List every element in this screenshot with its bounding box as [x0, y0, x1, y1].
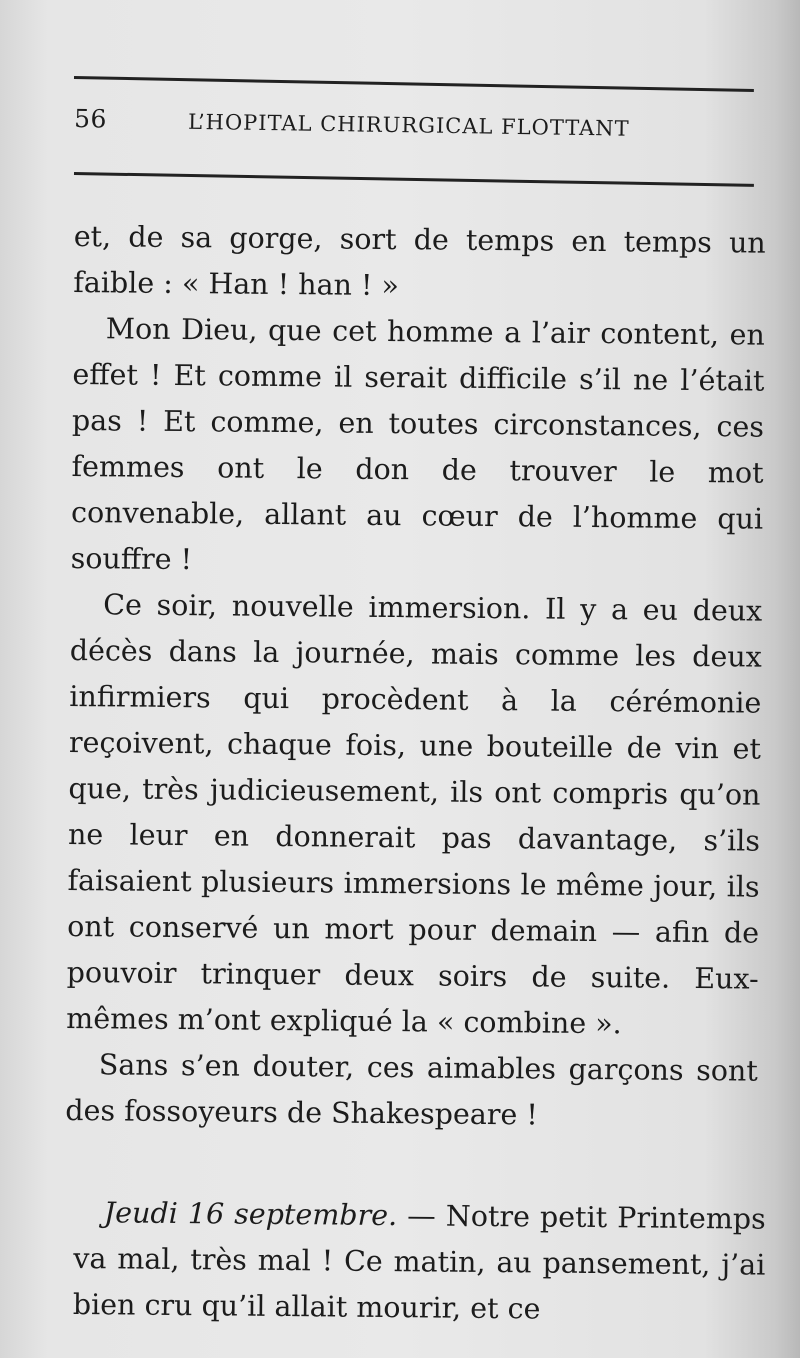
paragraph: et, de sa gorge, sort de temps en temps un faible : « Han ! han ! »	[73, 219, 766, 303]
header-rule-top	[74, 76, 754, 92]
running-title: L’HOPITAL CHIRURGICAL FLOTTANT	[187, 109, 630, 141]
paragraph: Ce soir, nouvelle immersion. Il y a eu deux décès dans la journée, mais comme les deux infirmiers qui procèdent à la cérémonie reçoivent, chaque fois, une bouteille de vin et que, très judicieusement, ils ont compris qu’on ne leur en donnerait pas davantage, s’ils faisaient plusieurs immersions le même jour, ils ont conservé un mort pour demain — afin de pouvoir trinquer deux soirs de suite. Eux-mêmes m’ont expliqué la « combine ».	[66, 588, 763, 1041]
entry-date: Jeudi 16 septembre.	[103, 1196, 398, 1233]
paragraph: Sans s’en douter, ces aimables garçons sont des fossoyeurs de Shakespeare !	[65, 1048, 758, 1132]
header-rule-bottom	[74, 172, 754, 187]
entry-text: — Notre petit Printemps va mal, très mal ! Ce matin, au pansement, j’ai bien cru qu’il allait mourir, et ce	[72, 1199, 766, 1326]
body-text	[65, 214, 766, 1141]
page-header	[74, 104, 695, 154]
paragraph: Mon Dieu, que cet homme a l’air content, en effet ! Et comme il serait difficile s’il ne l’était pas ! Et comme, en toutes circonstances, ces femmes ont le don de trouver le mot convenable, allant au cœur de l’homme qui souffre !	[70, 312, 766, 577]
page-number: 56	[73, 104, 108, 134]
paragraph	[73, 1190, 766, 1335]
dated-entry	[73, 1190, 766, 1335]
